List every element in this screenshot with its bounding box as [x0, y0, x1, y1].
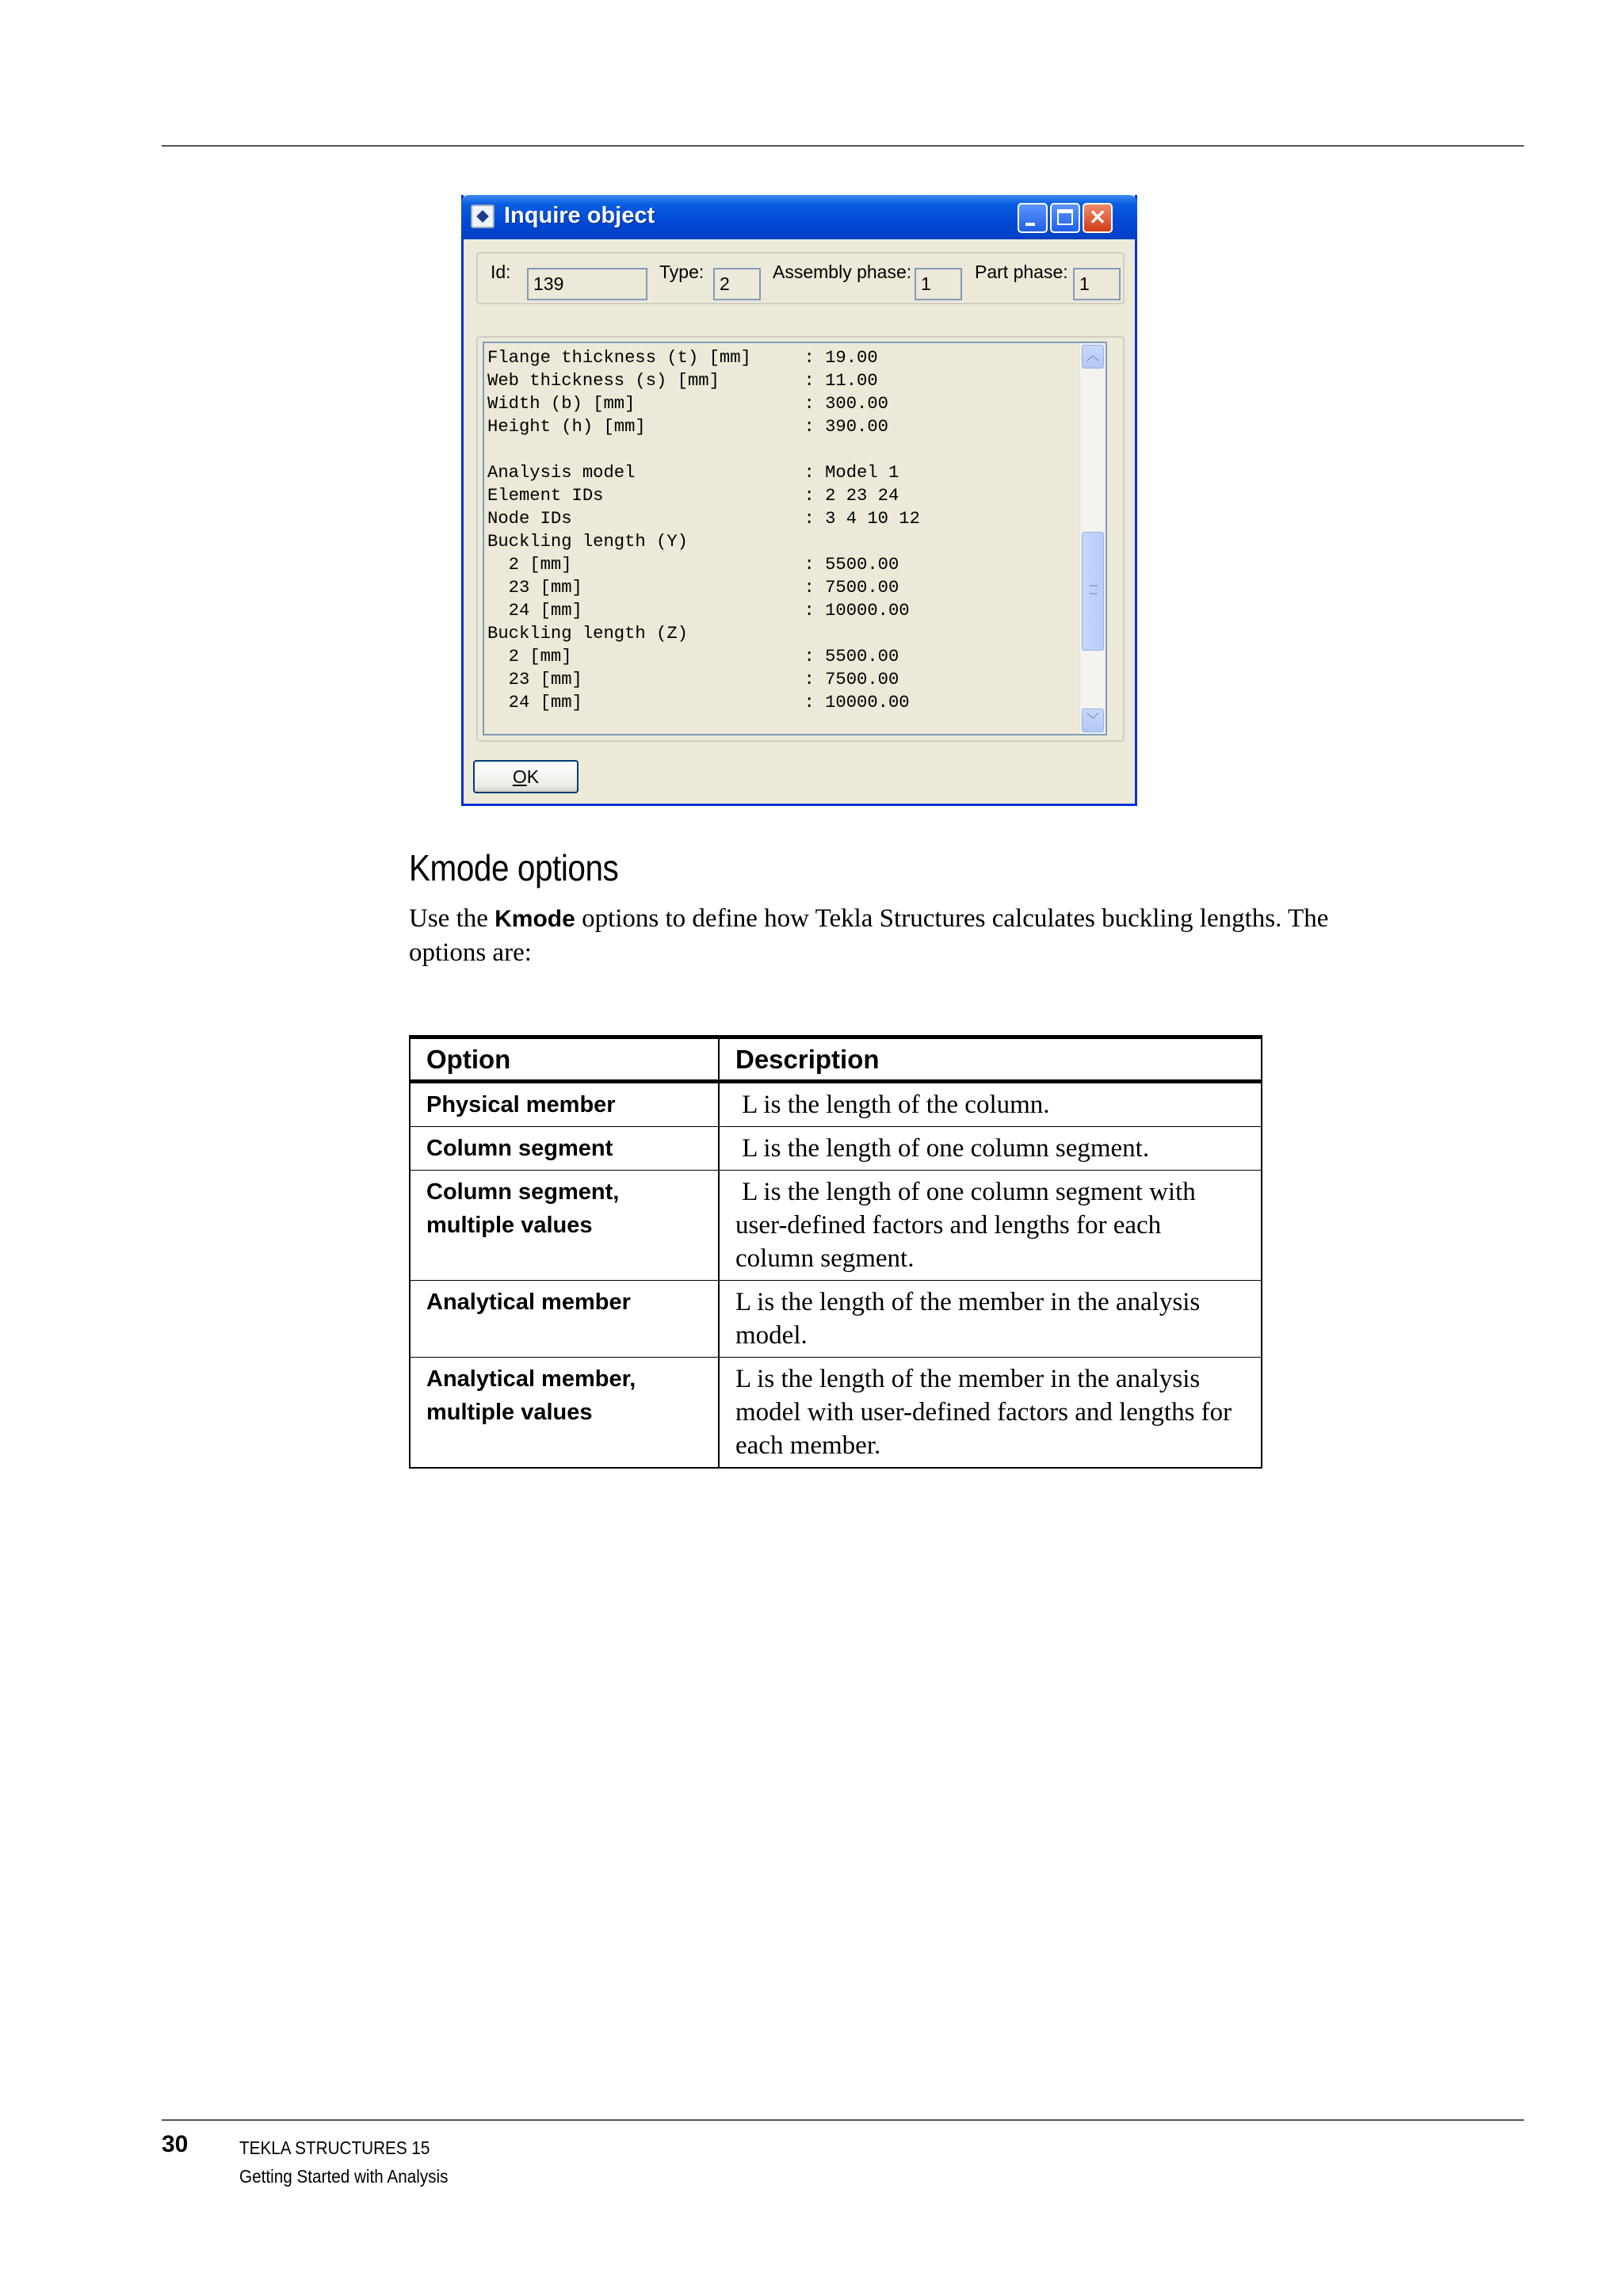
part-phase-label: Part phase: — [975, 262, 1068, 282]
scroll-thumb[interactable] — [1082, 532, 1104, 651]
inquire-object-dialog — [461, 195, 1137, 806]
description-cell: L is the length of one column segment with user-defined factors and lengths for each column segment. — [719, 1171, 1262, 1281]
option-cell: Analytical member — [410, 1281, 719, 1358]
table-row — [410, 1127, 1262, 1171]
title-bar[interactable] — [461, 195, 1137, 239]
footer-rule — [162, 2119, 1524, 2121]
ok-button[interactable] — [473, 760, 579, 793]
id-field[interactable]: 139 — [527, 268, 647, 300]
option-cell: Physical member — [410, 1082, 719, 1127]
table-row — [410, 1281, 1262, 1358]
option-cell: Column segment, multiple values — [410, 1171, 719, 1281]
minimize-button[interactable] — [1018, 203, 1048, 233]
maximize-button[interactable] — [1050, 203, 1080, 233]
chevron-up-icon: ︿ — [1086, 350, 1099, 363]
column-header-option: Option — [410, 1037, 719, 1082]
header-rule — [162, 145, 1524, 147]
id-label: Id: — [491, 262, 511, 282]
section-heading: Kmode options — [409, 847, 619, 888]
intro-keyword: Kmode — [495, 906, 575, 932]
minimize-icon — [1025, 223, 1035, 226]
footer-subtitle: Getting Started with Analysis — [239, 2166, 449, 2187]
table-header-row — [410, 1037, 1262, 1082]
description-cell: L is the length of the member in the analysis model with user-defined factors and lengths for each member. — [719, 1358, 1262, 1469]
type-label: Type: — [659, 262, 705, 282]
part-phase-field[interactable]: 1 — [1073, 268, 1121, 300]
chevron-down-icon: ﹀ — [1086, 713, 1099, 727]
table-row — [410, 1082, 1262, 1127]
option-cell: Analytical member, multiple values — [410, 1358, 719, 1469]
ok-label-mnemonic: O — [512, 766, 527, 787]
scroll-up-button[interactable] — [1082, 345, 1104, 369]
description-cell: L is the length of the member in the analysis model. — [719, 1281, 1262, 1358]
intro-text-start: Use the — [409, 904, 495, 933]
intro-paragraph — [409, 902, 1392, 969]
app-icon — [471, 204, 495, 228]
description-cell: L is the length of the column. — [719, 1082, 1262, 1127]
option-cell: Column segment — [410, 1127, 719, 1171]
intro-text-end: options to define how Tekla Structures calculates buckling lengths. The options are: — [409, 904, 1329, 967]
table-row — [410, 1358, 1262, 1469]
vertical-scrollbar[interactable] — [1079, 343, 1106, 734]
assembly-phase-field[interactable]: 1 — [915, 268, 962, 300]
scroll-down-button[interactable] — [1082, 709, 1104, 732]
page-number: 30 — [162, 2131, 189, 2157]
close-icon: ✕ — [1089, 205, 1106, 229]
dialog-title: Inquire object — [504, 203, 655, 228]
type-field[interactable]: 2 — [713, 268, 761, 300]
description-cell: L is the length of one column segment. — [719, 1127, 1262, 1171]
report-text: Flange thickness (t) [mm] : 19.00 Web thickness (s) [mm] : 11.00 Width (b) [mm] : 300.00 Height (h) [mm] : 390.00 Analysis model : Model 1 Element IDs : 2 23 24 Node IDs : 3 4 10 12 Buckling length (Y) 2 [mm] : 5500.00 23 [mm] : 7500.00 24 [mm] : 10000.00 Buckling length (Z) 2 [mm] : 5500.00 23 [mm] : 7500.00 24 [mm] : 10000.00 — [487, 348, 920, 712]
kmode-options-table — [409, 1035, 1262, 1469]
ok-label: K — [526, 766, 540, 787]
close-button[interactable] — [1083, 203, 1113, 233]
assembly-phase-label: Assembly phase: — [773, 262, 912, 282]
report-textarea[interactable] — [483, 342, 1107, 735]
maximize-icon — [1057, 209, 1073, 225]
grip-icon — [1090, 585, 1098, 594]
footer-product: TEKLA STRUCTURES 15 — [239, 2137, 430, 2158]
column-header-description: Description — [719, 1037, 1262, 1082]
table-row — [410, 1171, 1262, 1281]
